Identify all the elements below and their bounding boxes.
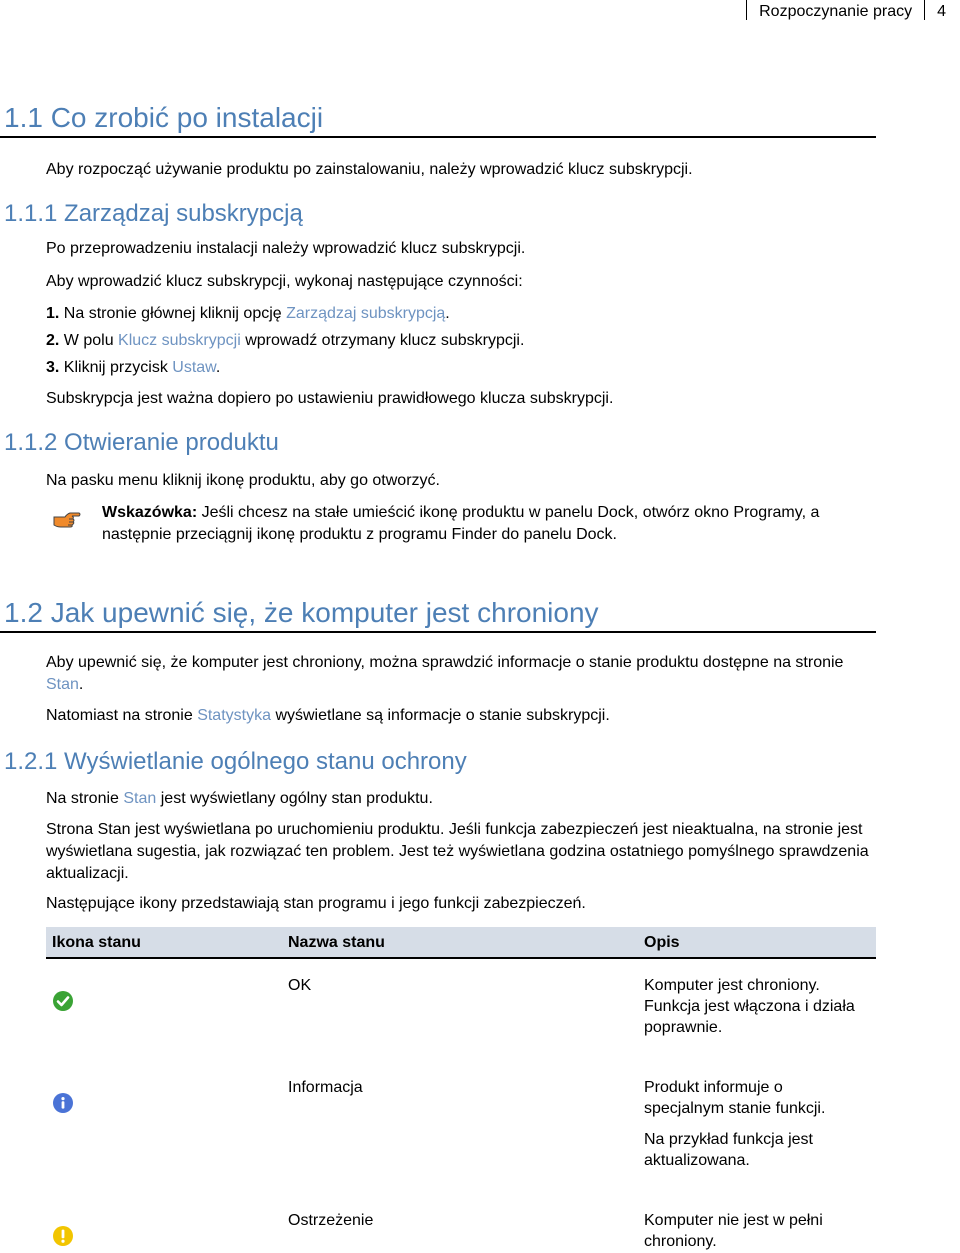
- text: Aby upewnić się, że komputer jest chroniony, można sprawdzić informacje o stanie produktu dostępne na stronie: [46, 654, 844, 671]
- ok-check-icon: [53, 991, 73, 1011]
- section-rule: [0, 136, 876, 138]
- info-icon: [53, 1093, 73, 1113]
- step-text: W polu: [63, 332, 119, 349]
- ui-reference-link: Klucz subskrypcji: [118, 332, 241, 349]
- paragraph: [46, 652, 876, 696]
- tip-label: Wskazówka:: [102, 504, 198, 521]
- ui-reference-link: Zarządzaj subskrypcją: [286, 305, 446, 322]
- warning-icon: [53, 1226, 73, 1246]
- page-header: [746, 0, 946, 23]
- header-section: Rozpoczynanie pracy: [759, 3, 913, 20]
- tip-text: Jeśli chcesz na stałe umieścić ikonę produktu w panelu Dock, otwórz okno Programy, a następnie przeciągnij ikonę produktu z programu Finder do panelu Dock.: [102, 504, 820, 543]
- table-header: [46, 927, 876, 959]
- paragraph: Aby rozpocząć używanie produktu po zainstalowaniu, należy wprowadzić klucz subskrypcji.: [46, 161, 693, 178]
- paragraph: Strona Stan jest wyświetlana po uruchomieniu produktu. Jeśli funkcja zabezpieczeń jest nieaktualna, na stronie jest wyświetlana sugestia, jak rozwiązać ten problem. Jest też wyświetlana godzina ostatniego pomyślnego sprawdzenia aktualizacji.: [46, 821, 869, 882]
- subsection-title: 1.1.2 Otwieranie produktu: [4, 429, 279, 456]
- list-item: [46, 303, 876, 325]
- table-header-rule: [46, 957, 876, 959]
- column-header: Opis: [644, 934, 680, 951]
- paragraph: Aby wprowadzić klucz subskrypcji, wykonaj następujące czynności:: [46, 273, 523, 290]
- paragraph: [46, 788, 876, 810]
- table-cell-status-name: Informacja: [288, 1079, 363, 1096]
- section-title: 1.2 Jak upewnić się, że komputer jest chroniony: [4, 597, 599, 628]
- table-cell-status-name: Ostrzeżenie: [288, 1212, 374, 1229]
- table-cell-description: Produkt informuje o specjalnym stanie funkcji.: [644, 1079, 826, 1117]
- section-title: 1.1 Co zrobić po instalacji: [4, 102, 324, 133]
- ui-reference-link: Ustaw: [172, 359, 216, 376]
- step-text: Na stronie głównej kliknij opcję: [63, 305, 287, 322]
- section-rule: [0, 631, 876, 633]
- paragraph: [46, 705, 876, 727]
- step-text: .: [215, 359, 221, 376]
- header-divider: [746, 0, 747, 20]
- paragraph: Następujące ikony przedstawiają stan programu i jego funkcji zabezpieczeń.: [46, 895, 586, 912]
- ui-reference-link: Statystyka: [197, 707, 271, 724]
- step-number: 2.: [46, 332, 60, 349]
- list-item: [46, 357, 876, 379]
- table-cell-status-name: OK: [288, 977, 312, 994]
- step-text: Kliknij przycisk: [63, 359, 173, 376]
- table-cell-description: Komputer nie jest w pełni chroniony.: [644, 1212, 823, 1250]
- text: Na stronie: [46, 790, 124, 807]
- page-number: 4: [937, 3, 946, 20]
- header-divider: [924, 0, 925, 20]
- list-item: [46, 330, 876, 352]
- paragraph: Na pasku menu kliknij ikonę produktu, aby go otworzyć.: [46, 472, 440, 489]
- paragraph: Subskrypcja jest ważna dopiero po ustawieniu prawidłowego klucza subskrypcji.: [46, 390, 614, 407]
- text: wyświetlane są informacje o stanie subskrypcji.: [271, 707, 610, 724]
- tip-note: [102, 502, 882, 546]
- paragraph: Po przeprowadzeniu instalacji należy wprowadzić klucz subskrypcji.: [46, 240, 526, 257]
- ui-reference-link: Stan: [123, 790, 157, 807]
- step-text: .: [445, 305, 450, 322]
- subsection-title: 1.1.1 Zarządzaj subskrypcją: [4, 200, 303, 227]
- step-number: 1.: [46, 305, 60, 322]
- text: .: [78, 676, 84, 693]
- step-text: wprowadź otrzymany klucz subskrypcji.: [240, 332, 525, 349]
- ui-reference-link: Stan: [46, 676, 79, 693]
- column-header: Nazwa stanu: [288, 934, 385, 951]
- subsection-title: 1.2.1 Wyświetlanie ogólnego stanu ochrony: [4, 748, 467, 775]
- table-cell-description: Komputer jest chroniony. Funkcja jest włączona i działa poprawnie.: [644, 977, 855, 1036]
- text: Natomiast na stronie: [46, 707, 198, 724]
- column-header: Ikona stanu: [52, 934, 141, 951]
- text: jest wyświetlany ogólny stan produktu.: [156, 790, 433, 807]
- step-number: 3.: [46, 359, 60, 376]
- table-cell-description-note: Na przykład funkcja jest aktualizowana.: [644, 1131, 813, 1169]
- pointing-hand-icon: [52, 509, 82, 531]
